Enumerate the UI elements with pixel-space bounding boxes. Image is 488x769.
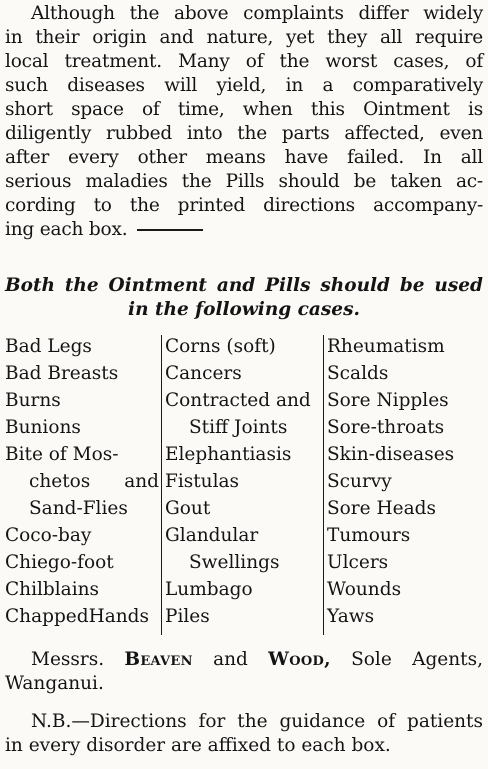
case-item: Sore Heads (327, 498, 436, 519)
heading-line-1: Both the Ointment and Pills should be used (5, 275, 483, 296)
case-item: Yaws (327, 606, 375, 627)
divider-rule (137, 229, 203, 231)
case-item: Bunions (5, 417, 81, 438)
agent-name-1: Beaven (124, 649, 193, 670)
case-item: Scalds (327, 363, 389, 384)
case-item: chetos and (29, 471, 159, 492)
case-item: Burns (5, 390, 61, 411)
cases-column-3 (325, 335, 485, 635)
case-item: Ulcers (327, 552, 389, 573)
case-item: Chiego-foot (5, 552, 114, 573)
case-item: Stiff Joints (189, 417, 288, 438)
intro-line: in their origin and nature, yet they all require (5, 27, 483, 48)
heading-line-2: in the following cases. (128, 299, 360, 320)
case-item: Coco-bay (5, 525, 92, 546)
cases-column-1 (3, 335, 162, 635)
case-item: Scurvy (327, 471, 392, 492)
case-item: Bad Legs (5, 336, 92, 357)
case-item: Sore Nipples (327, 390, 449, 411)
cases-table (3, 335, 485, 635)
case-item: Sore-throats (327, 417, 445, 438)
case-item: Glandular (165, 525, 259, 546)
agents-notice (5, 648, 483, 696)
intro-paragraph (5, 2, 483, 242)
intro-line: Although the above complaints differ widely (31, 3, 483, 24)
agent-name-2: Wood, (268, 649, 331, 670)
case-item: Rheumatism (327, 336, 445, 357)
intro-line: cording to the printed directions accompany- (5, 195, 483, 216)
note-line-2: in every disorder are affixed to each box. (5, 735, 391, 756)
case-item: Chilblains (5, 579, 100, 600)
intro-line-text: ing each box. (5, 219, 128, 240)
case-item: Elephantiasis (165, 444, 292, 465)
case-item: Lumbago (165, 579, 253, 600)
case-item: Sand-Flies (29, 498, 128, 519)
case-item: Contracted and (165, 390, 311, 411)
agents-place: Wanganui. (5, 673, 104, 694)
intro-line: short space of time, when this Ointment is (5, 99, 483, 120)
case-item: Swellings (189, 552, 280, 573)
case-item: Piles (165, 606, 210, 627)
intro-line: local treatment. Many of the worst cases, of (5, 51, 483, 72)
intro-line: such diseases will yield, in a comparatively (5, 75, 483, 96)
intro-line: serious maladies the Pills should be taken ac- (5, 171, 483, 192)
intro-last-line (5, 218, 483, 242)
case-item: Tumours (327, 525, 411, 546)
case-item: Fistulas (165, 471, 240, 492)
cases-heading (5, 274, 483, 322)
agents-and: and (213, 649, 248, 670)
agents-line-1 (5, 648, 483, 672)
agents-suffix: Sole Agents, (351, 649, 483, 670)
case-item: Cancers (165, 363, 242, 384)
cases-column-2 (163, 335, 324, 635)
agents-prefix: Messrs. (31, 649, 105, 670)
case-item: ChappedHands (5, 606, 149, 627)
case-item: Skin-diseases (327, 444, 455, 465)
note-line-1: N.B.—Directions for the guidance of patients (31, 711, 483, 732)
case-item: Bad Breasts (5, 363, 119, 384)
intro-line: diligently rubbed into the parts affected, even (5, 123, 483, 144)
case-item: Corns (soft) (165, 336, 276, 357)
note-paragraph (5, 710, 483, 758)
case-item: Wounds (327, 579, 402, 600)
case-item: Bite of Mos- (5, 444, 119, 465)
intro-line: after every other means have failed. In all (5, 147, 483, 168)
case-item: Gout (165, 498, 211, 519)
